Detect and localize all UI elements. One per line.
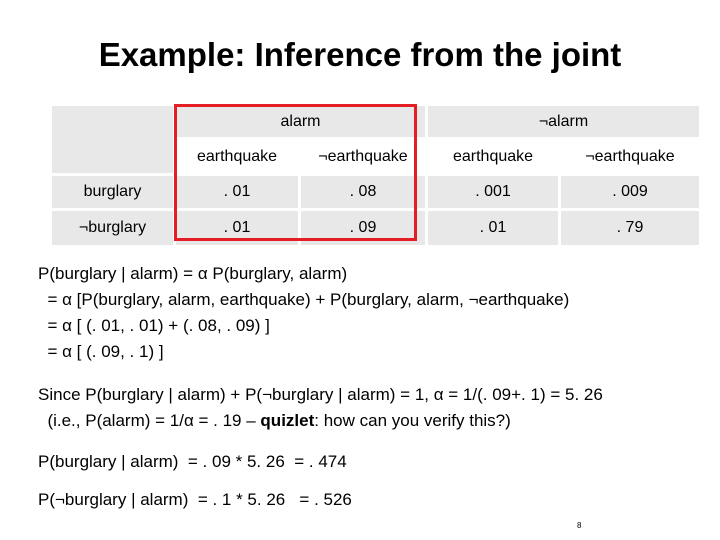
table-cell: . 01 bbox=[176, 211, 298, 245]
group-header-alarm: alarm bbox=[176, 106, 425, 137]
joint-distribution-table bbox=[52, 106, 699, 245]
since-line-2-start: (i.e., P(alarm) = 1/α = . 19 – bbox=[38, 411, 261, 430]
table-cell: . 01 bbox=[428, 211, 558, 245]
table-cell: . 009 bbox=[561, 176, 699, 208]
table-cell: . 08 bbox=[301, 176, 425, 208]
since-line-2-end: : how can you verify this?) bbox=[314, 411, 511, 430]
slide-title: Example: Inference from the joint bbox=[98, 36, 622, 73]
result-not-burglary: P(¬burglary | alarm) = . 1 * 5. 26 = . 526 bbox=[38, 490, 352, 509]
subheader-earthquake: earthquake bbox=[196, 147, 278, 165]
table-cell: . 001 bbox=[428, 176, 558, 208]
table-cell: . 01 bbox=[176, 176, 298, 208]
derivation-line-1: P(burglary | alarm) = α P(burglary, alarm) bbox=[38, 264, 348, 283]
table-cell: . 79 bbox=[561, 211, 699, 245]
group-header-not-alarm: ¬alarm bbox=[428, 106, 699, 137]
row-header-burglary: burglary bbox=[52, 176, 173, 208]
page-number: 8 bbox=[577, 521, 582, 530]
row-header-not-burglary: ¬burglary bbox=[52, 211, 173, 245]
derivation-line-4: = α [ (. 09, . 1) ] bbox=[38, 342, 164, 361]
subheader-earthquake: earthquake bbox=[452, 147, 534, 165]
derivation-line-2: = α [P(burglary, alarm, earthquake) + P(burglary, alarm, ¬earthquake) bbox=[38, 290, 570, 309]
table-cell: . 09 bbox=[301, 211, 425, 245]
table-corner bbox=[52, 106, 173, 173]
derivation-line-3: = α [ (. 01, . 01) + (. 08, . 09) ] bbox=[38, 316, 270, 335]
result-burglary: P(burglary | alarm) = . 09 * 5. 26 = . 474 bbox=[38, 452, 347, 471]
subheader-not-earthquake: ¬earthquake bbox=[318, 147, 408, 165]
since-line-2 bbox=[38, 411, 511, 431]
since-line-1: Since P(burglary | alarm) + P(¬burglary | alarm) = 1, α = 1/(. 09+. 1) = 5. 26 bbox=[38, 385, 603, 404]
quizlet-label: quizlet bbox=[260, 411, 315, 430]
subheader-not-earthquake: ¬earthquake bbox=[585, 147, 675, 165]
